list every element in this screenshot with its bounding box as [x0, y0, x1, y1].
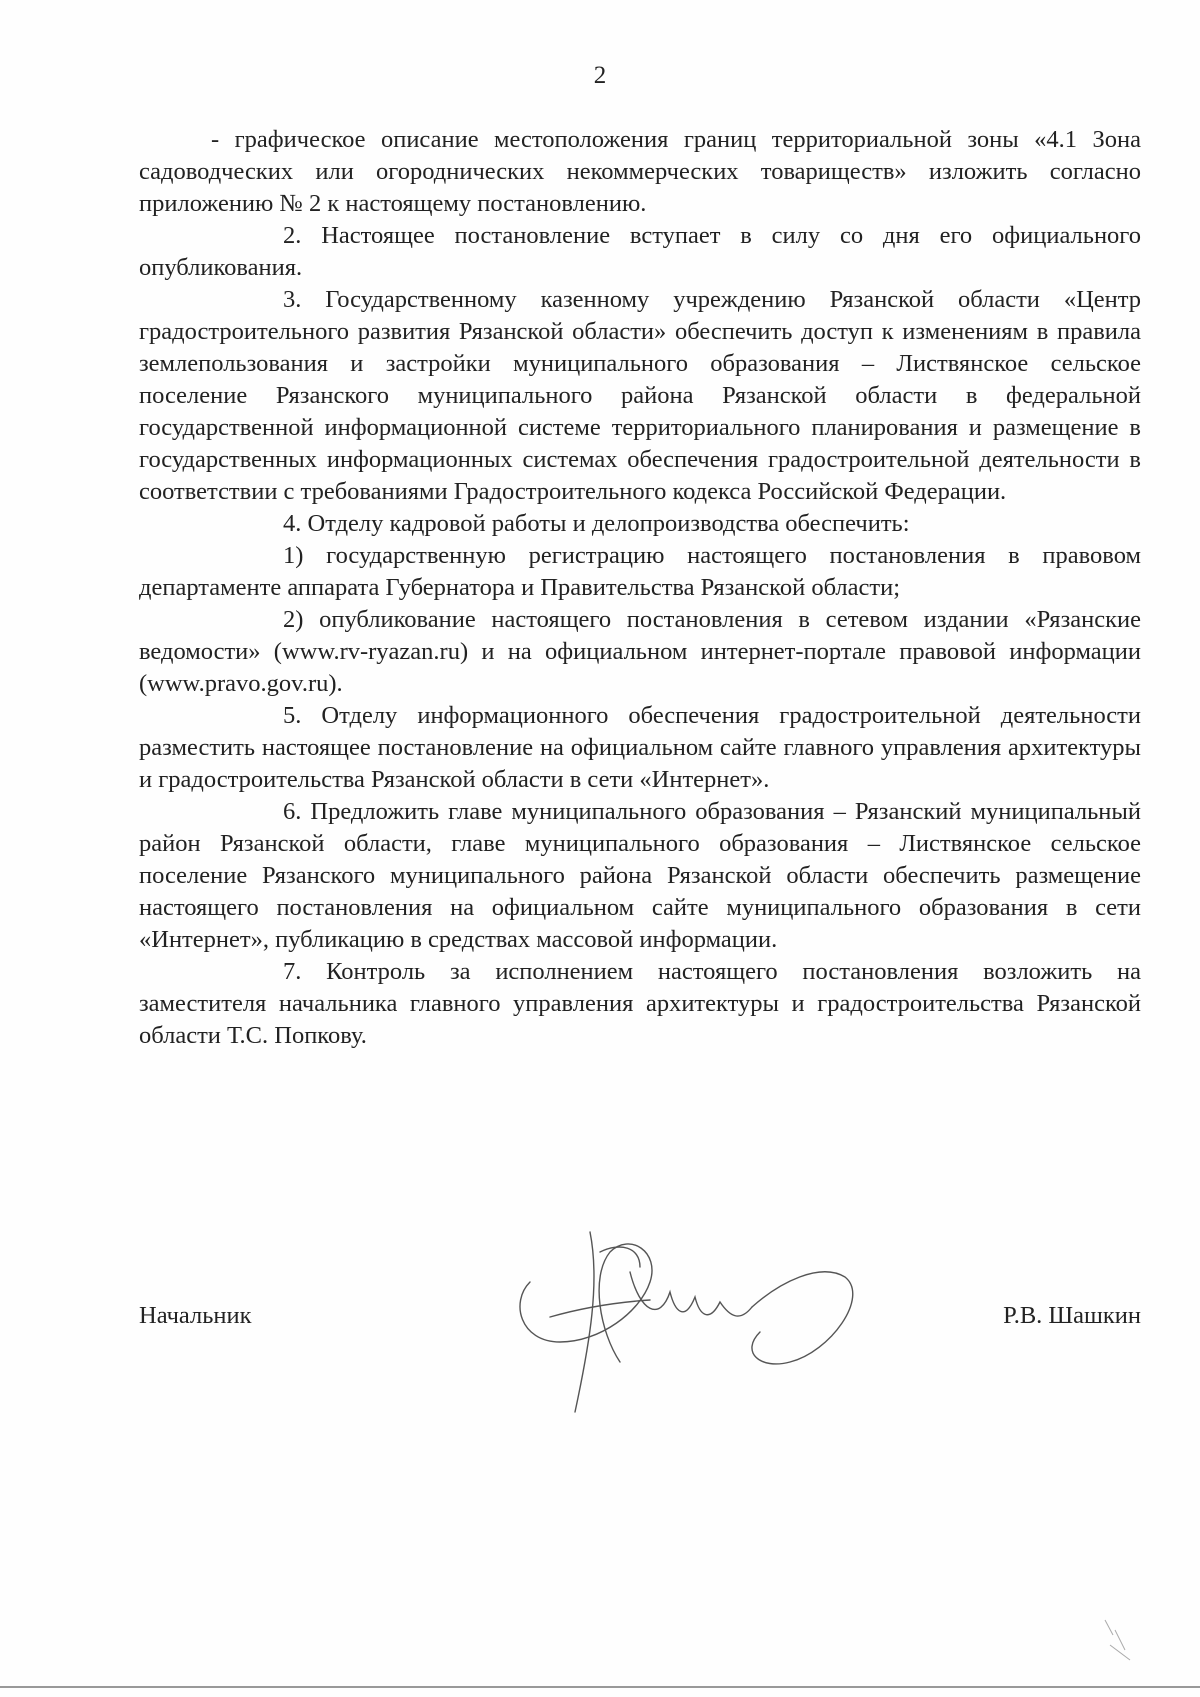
paragraph-3-access — [139, 284, 1141, 508]
paragraph-text: Государственному казенному учреждению Рязанской области «Центр градостроительного развития Рязанской области» обеспечить доступ к изменениям в правила землепользования и застройки муниципального образования – Листвянское сельское поселение Рязанского муниципального района Рязанской области в федеральной государственной информационной системе территориального планирования и размещение в государственных информационных системах обеспечения градостроительной деятельности в соответствии с требованиями Градостроительного кодекса Российской Федерации. — [139, 286, 1142, 505]
paragraph-2-effective-date — [139, 220, 1141, 284]
paragraph-text: Контроль за исполнением настоящего постановления возложить на заместителя начальника главного управления архитектуры и градостроительства Рязанской области Т.С. Попкову. — [139, 958, 1142, 1049]
paragraph-number: 2. — [283, 222, 302, 249]
paragraph-4-2-publication — [139, 604, 1141, 700]
signatory-name: Р.В. Шашкин — [1003, 1302, 1141, 1329]
handwritten-signature — [490, 1222, 880, 1422]
paragraph-number: 4. — [283, 510, 302, 537]
paragraph-text: Отделу кадровой работы и делопроизводства обеспечить: — [307, 510, 910, 537]
page-number: 2 — [593, 62, 607, 89]
paragraph-number: 7. — [283, 958, 302, 985]
signatory-title: Начальник — [139, 1302, 252, 1329]
paragraph-text: Отделу информационного обеспечения градостроительной деятельности разместить настоящее постановление на официальном сайте главного управления архитектуры и градостроительства Рязанской области в сети «Интернет». — [139, 702, 1141, 793]
paragraph-4-hr-department — [139, 508, 1141, 540]
paragraph-number: 5. — [283, 702, 302, 729]
document-body — [139, 124, 1141, 1052]
paragraph-text: - графическое описание местоположения границ территориальной зоны «4.1 Зона садоводческих или огороднических некоммерческих товариществ» изложить согласно приложению № 2 к настоящему постановлению. — [139, 126, 1141, 217]
paragraph-number: 2) — [283, 606, 304, 633]
paragraph-6-municipal — [139, 796, 1141, 956]
paragraph-5-website — [139, 700, 1141, 796]
paragraph-text: Настоящее постановление вступает в силу со дня его официального опубликования. — [139, 222, 1141, 281]
paragraph-text: Предложить главе муниципального образования – Рязанский муниципальный район Рязанской области, главе муниципального образования – Листвянское сельское поселение Рязанского муниципального района Рязанской области обеспечить размещение настоящего постановления на официальном сайте муниципального образования в сети «Интернет», публикацию в средствах массовой информации. — [139, 798, 1141, 953]
paragraph-text: опубликование настоящего постановления в сетевом издании «Рязанские ведомости» (www.rv-ryazan.ru) и на официальном интернет-портале правовой информации (www.pravo.gov.ru). — [139, 606, 1141, 697]
page-bottom-edge — [0, 1686, 1200, 1688]
paragraph-number: 6. — [283, 798, 302, 825]
paragraph-number: 1) — [283, 542, 304, 569]
paragraph-text: государственную регистрацию настоящего постановления в правовом департаменте аппарата Губернатора и Правительства Рязанской области; — [139, 542, 1141, 601]
paragraph-7-control — [139, 956, 1141, 1052]
paragraph-4-1-registration — [139, 540, 1141, 604]
paragraph-graphic-description — [139, 124, 1141, 220]
paragraph-number: 3. — [283, 286, 302, 313]
scan-artifact — [1095, 1615, 1135, 1665]
